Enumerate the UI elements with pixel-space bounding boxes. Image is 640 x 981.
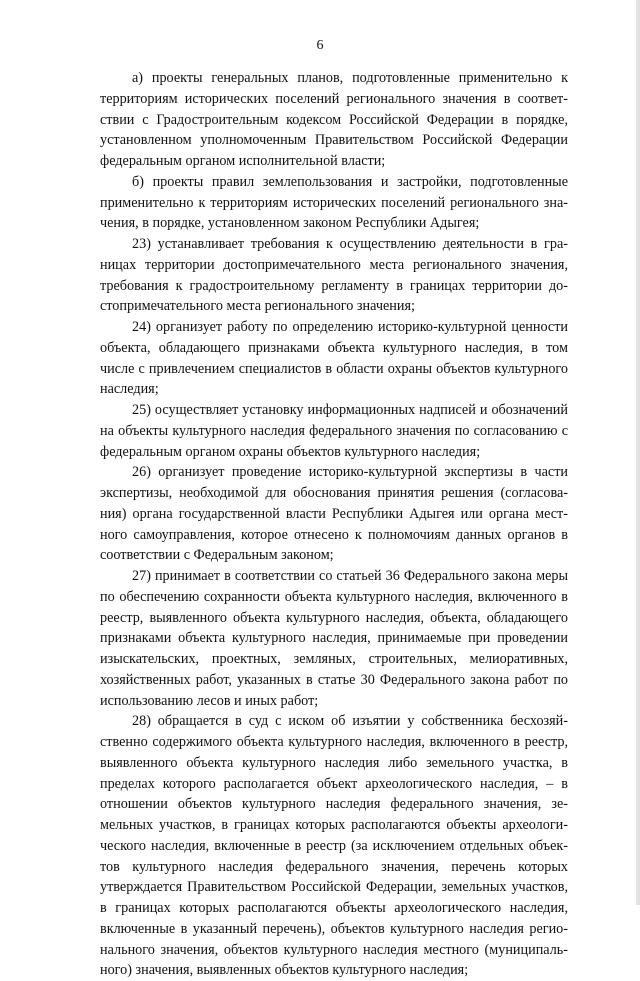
paragraph-23: 23) устанавливает требования к осуществлению деятельности в границах территории достопримечательного места регионального значения, требования к градостроительному регламенту в границах территории достопримечательного места регионального значения; — [100, 236, 568, 315]
paragraph-b: б) проекты правил землепользования и застройки, подготовленные применительно к территориям исторических поселений регионального значения, в порядке, установленном законом Республики Адыгея; — [100, 173, 568, 232]
paragraph-28: 28) обращается в суд с иском об изъятии у собственника бесхозяйственно содержимого объекта культурного наследия, включенного в реестр, выявленного объекта культурного наследия либо земельного участка, в пределах которого располагается объект археологического наследия, – в отношении объектов культурного наследия федерального значения, земельных участков, в границах которых располагаются объекты археологического наследия, включенные в реестр (за исключением отдельных объектов культурного наследия федерального значения, перечень которых утверждается Правительством Российской Федерации, земельных участков, в границах которых располагаются объекты археологического наследия, включенные в указанный перечень), объектов культурного наследия регионального значения, объектов культурного наследия местного (муниципального) значения, выявленных объектов культурного наследия; — [100, 713, 568, 979]
paragraph-a: а) проекты генеральных планов, подготовленные применительно к территориям исторических поселений регионального значения в соответствии с Градостроительным кодексом Российской Федерации в порядке, установленном уполномоченным Правительством Российской Федерации федеральным органом исполнительной власти; — [100, 70, 568, 169]
page-edge — [636, 0, 640, 905]
paragraph-24: 24) организует работу по определению историко-культурной ценности объекта, обладающего признаками объекта культурного наследия, в том числе с привлечением специалистов в области охраны объектов культурного наследия; — [100, 319, 568, 398]
page-number: 6 — [316, 38, 324, 53]
paragraph-25: 25) осуществляет установку информационных надписей и обозначений на объекты культурного наследия федерального значения по согласованию с федеральным органом охраны объектов культурного наследия; — [100, 402, 568, 460]
paragraph-27: 27) принимает в соответствии со статьей 36 Федерального закона меры по обеспечению сохранности объекта культурного наследия, включенного в реестр, выявленного объекта культурного наследия, объекта, обладающего признаками объекта культурного наследия, принимаемые при проведении изыскательских, проектных, земляных, строительных, мелиоративных, хозяйственных работ, указанных в статье 30 Федерального закона работ по использованию лесов и иных работ; — [100, 568, 568, 709]
paragraph-26: 26) организует проведение историко-культурной экспертизы в части экспертизы, необходимой для обоснования принятия решения (согласования) органа государственной власти Республики Адыгея или органа местного самоуправления, которое отнесено к полномочиям данных органов в соответствии с Федеральным законом; — [100, 464, 568, 564]
document-body — [100, 68, 568, 981]
